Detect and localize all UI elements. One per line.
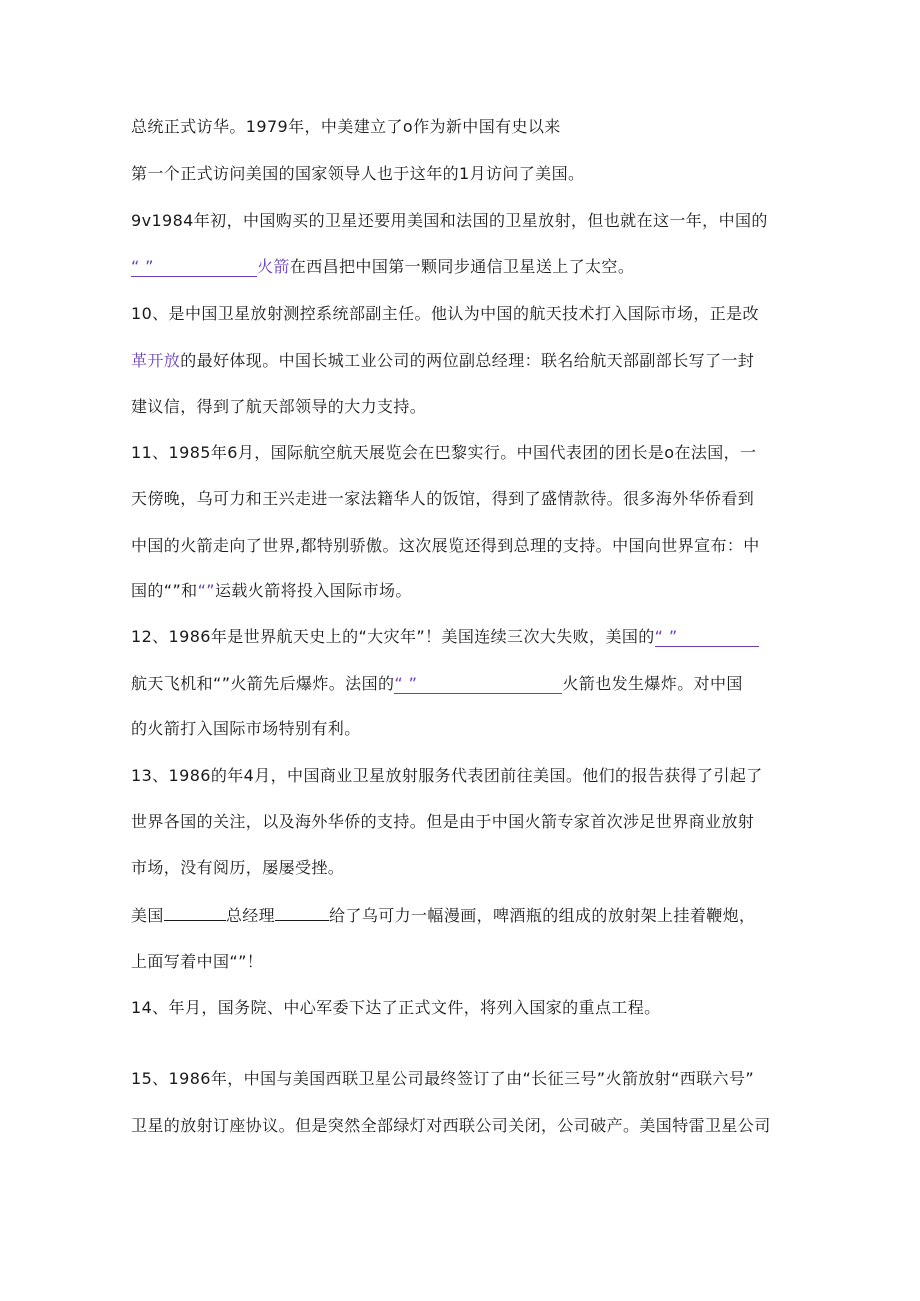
text-line-2: 第一个正式访问美国的国家领导人也于这年的1月访问了美国。	[131, 164, 585, 183]
text-line-10: 中国的火箭走向了世界,都特别骄傲。这次展览还得到总理的支持。中国向世界宣布：中	[131, 536, 760, 555]
company-name-blank	[164, 905, 226, 921]
paragraph-14: 14、年月，国务院、中心军委下达了正式文件，将列入国家的重点工程。	[131, 998, 661, 1017]
paragraph-13-start: 13、1986的年4月，中国商业卫星放射服务代表团前往美国。他们的报告获得了引起了	[131, 766, 763, 785]
paragraph-12-start	[131, 627, 759, 647]
text-segment: 总经理	[225, 906, 276, 925]
text-line-4	[131, 257, 634, 277]
text-segment: 的最好体现。中国长城工业公司的两位副总经理：联名给航天部副部长写了一封	[180, 351, 755, 370]
french-rocket-blank: “ ”	[394, 675, 562, 694]
paragraph-11-start: 11、1985年6月，国际航空航天展览会在巴黎实行。中国代表团的团长是o在法国，一	[131, 443, 757, 462]
text-line-6	[131, 351, 754, 371]
text-line-19: 上面写着中国“”！	[131, 952, 264, 971]
text-line-9: 天傍晚，乌可力和王兴走进一家法籍华人的饭馆，得到了盛情款待。很多海外华侨看到	[131, 489, 755, 508]
text-line-17: 市场，没有阅历，屡屡受挫。	[131, 858, 345, 877]
paragraph-15-start: 15、1986年，中国与美国西联卫星公司最终签订了由“长征三号”火箭放射“西联六号”	[131, 1069, 755, 1088]
text-line-7: 建议信，得到了航天部领导的大力支持。	[131, 397, 427, 416]
text-line-22: 卫星的放射订座协议。但是突然全部绿灯对西联公司关闭，公司破产。美国特雷卫星公司	[131, 1116, 771, 1135]
text-segment: 火箭也发生爆炸。对中国	[562, 674, 743, 693]
text-line-11	[131, 581, 412, 601]
reform-opening-highlight: 革开放	[131, 351, 181, 370]
text-segment: 美国	[131, 906, 164, 925]
text-segment: 12、1986年是世界航天史上的“大灾年”！美国连续三次大失败，美国的	[131, 627, 655, 646]
text-segment: 在西昌把中国第一颗同步通信卫星送上了太空。	[289, 257, 635, 276]
text-segment: 国的“”和	[131, 581, 198, 600]
text-line-3: 9v1984年初，中国购买的卫星还要用美国和法国的卫星放射，但也就在这一年，中国的	[131, 211, 768, 230]
text-line-16: 世界各国的关注，以及海外华侨的支持。但是由于中国火箭专家首次涉足世界商业放射	[131, 812, 755, 831]
text-line-14: 的火箭打入国际市场特别有利。	[131, 719, 361, 738]
text-line-13	[131, 674, 743, 694]
text-segment: 给了乌可力一幅漫画，啤酒瓶的组成的放射架上挂着鞭炮，	[329, 906, 756, 925]
shuttle-name-blank: “ ”	[655, 628, 759, 647]
text-line-18	[131, 905, 755, 926]
text-segment: 航天飞机和“”火箭先后爆炸。法国的	[131, 674, 395, 693]
rocket-name-blank: “ ”	[131, 258, 257, 277]
paragraph-10-start: 10、是中国卫星放射测控系统部副主任。他认为中国的航天技术打入国际市场，正是改	[131, 304, 759, 323]
rocket-name-quote: “”	[197, 581, 215, 600]
text-segment: 运载火箭将投入国际市场。	[214, 581, 412, 600]
text-line-1: 总统正式访华。1979年，中美建立了o作为新中国有史以来	[131, 117, 561, 136]
rocket-word: 火箭	[257, 257, 290, 276]
manager-name-blank	[275, 905, 329, 921]
